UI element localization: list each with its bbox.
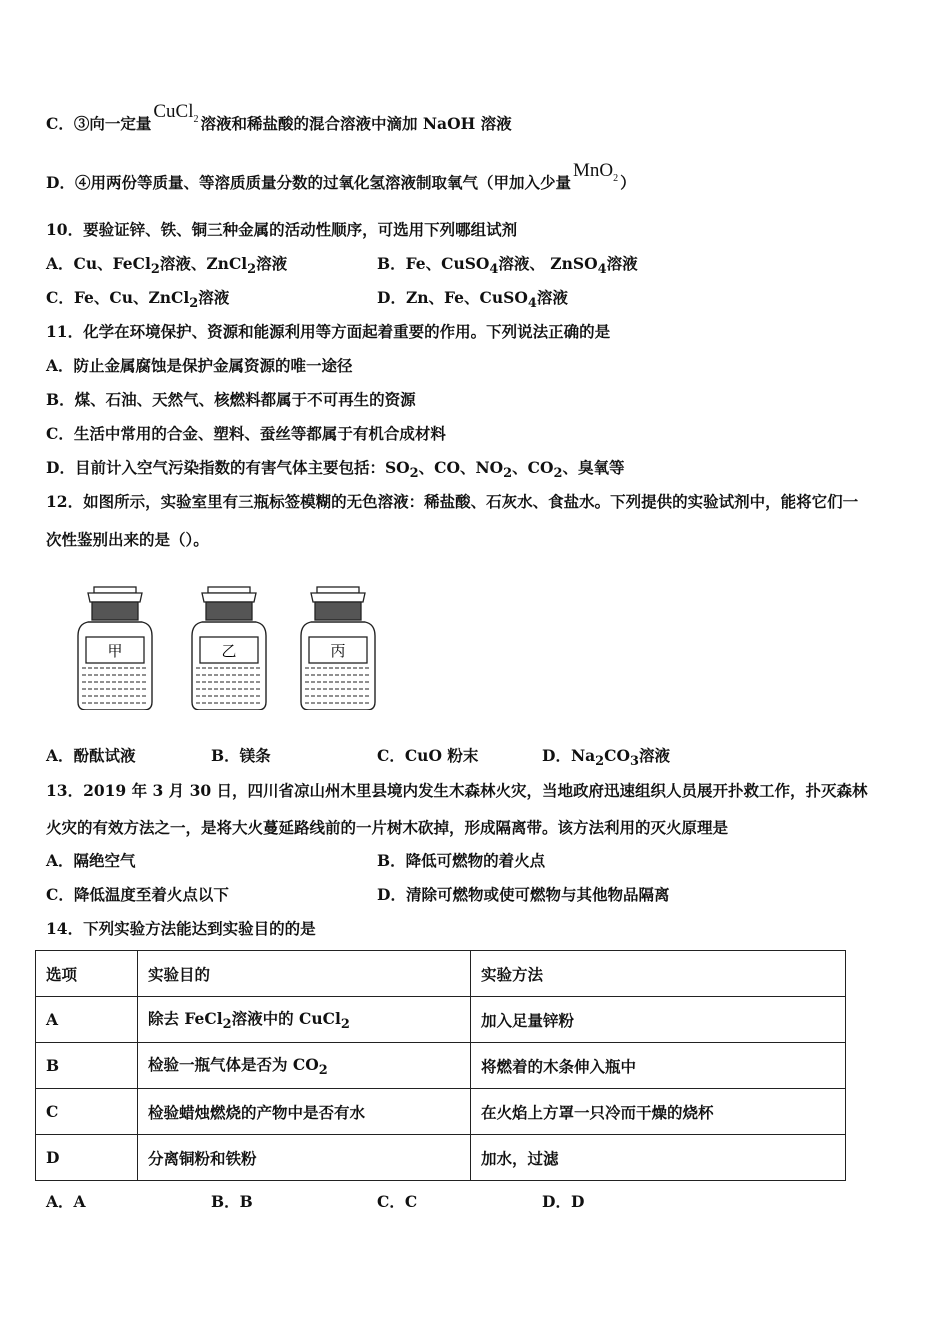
q12-option-a: A．酚酞试液: [46, 746, 136, 765]
q13-option-d: D．清除可燃物或使可燃物与其他物品隔离: [377, 885, 670, 904]
bottle-bing: [301, 587, 375, 710]
q9-option-c: [46, 101, 512, 142]
q13-option-b: B．降低可燃物的着火点: [377, 851, 546, 870]
bottle-jia: [78, 587, 152, 710]
row-option: C: [36, 1089, 138, 1135]
q9-option-d-after: ）: [620, 173, 636, 192]
q9-option-c-after: 溶液和稀盐酸的混合溶液中滴加 NaOH 溶液: [200, 114, 512, 133]
q12-option-b: B．镁条: [211, 746, 271, 765]
q10-option-d: D．Zn、Fe、CuSO$_4$溶液: [377, 288, 568, 312]
q11-option-c: C．生活中常用的合金、塑料、蚕丝等都属于有机合成材料: [46, 424, 446, 443]
q13-option-a: A．隔绝空气: [46, 851, 136, 870]
header-goal: 实验目的: [138, 951, 471, 997]
q14-option-c: C．C: [377, 1192, 418, 1211]
q12-option-c: C．CuO 粉末: [377, 746, 479, 765]
row-goal: 分离铜粉和铁粉: [138, 1135, 471, 1181]
row-method: 加水，过滤: [471, 1135, 846, 1181]
q14-stem: 14．下列实验方法能达到实验目的的是: [46, 919, 316, 938]
q13-option-c: C．降低温度至着火点以下: [46, 885, 229, 904]
bottle-label-yi: 乙: [221, 642, 237, 660]
q14-option-b: B．B: [211, 1192, 253, 1211]
row-goal: 除去 FeCl$_2$溶液中的 CuCl$_2$: [138, 997, 471, 1043]
row-option: A: [36, 997, 138, 1043]
q9-option-d-formula: MnO$_2$: [572, 160, 619, 184]
q13-stem-line1: 13．2019 年 3 月 30 日，四川省凉山州木里县境内发生木森林火灾，当地政府迅速组织人员展开扑救工作，扑灭森林: [46, 781, 868, 800]
q12-stem-line2: 次性鉴别出来的是（）。: [46, 530, 209, 549]
row-method: 加入足量锌粉: [471, 997, 846, 1043]
q11-option-d: D．目前计入空气污染指数的有害气体主要包括：$SO_2$、CO、$NO_2$、$CO_2$、臭氧等: [46, 458, 625, 482]
q14-option-a: A．A: [46, 1192, 86, 1211]
q11-option-a: A．防止金属腐蚀是保护金属资源的唯一途径: [46, 356, 353, 375]
row-option: B: [36, 1043, 138, 1089]
header-option: 选项: [36, 951, 138, 997]
bottle-label-bing: 丙: [330, 642, 346, 660]
q9-option-c-before: C．③向一定量: [46, 114, 152, 133]
q13-stem-line2: 火灾的有效方法之一，是将大火蔓延路线前的一片树木砍掉，形成隔离带。该方法利用的灭火原理是: [46, 818, 729, 837]
q11-stem: 11．化学在环境保护、资源和能源利用等方面起着重要的作用。下列说法正确的是: [46, 322, 611, 341]
header-method: 实验方法: [471, 951, 846, 997]
q14-table: [35, 950, 846, 1181]
q9-option-c-formula: CuCl$_2$: [153, 101, 199, 125]
q12-stem-line1: 12．如图所示，实验室里有三瓶标签模糊的无色溶液：稀盐酸、石灰水、食盐水。下列提供的实验试剂中，能将它们一: [46, 492, 859, 511]
row-method: 在火焰上方罩一只冷而干燥的烧杯: [471, 1089, 846, 1135]
q11-option-b: B．煤、石油、天然气、核燃料都属于不可再生的资源: [46, 390, 416, 409]
table-header-row: [36, 951, 846, 997]
q12-option-d: D．$Na_2CO_3$溶液: [542, 746, 670, 770]
table-row: [36, 1135, 846, 1181]
q14-option-d: D．D: [542, 1192, 585, 1211]
row-method: 将燃着的木条伸入瓶中: [471, 1043, 846, 1089]
q10-stem: 10．要验证锌、铁、铜三种金属的活动性顺序，可选用下列哪组试剂: [46, 220, 518, 239]
q9-option-d: [46, 160, 636, 201]
table-row: [36, 1089, 846, 1135]
table-row: [36, 997, 846, 1043]
bottle-label-jia: 甲: [107, 642, 123, 660]
row-goal: 检验一瓶气体是否为 $CO_2$: [138, 1043, 471, 1089]
reagent-bottles-figure: [70, 575, 390, 710]
bottle-yi: [192, 587, 266, 710]
row-goal: 检验蜡烛燃烧的产物中是否有水: [138, 1089, 471, 1135]
table-row: [36, 1043, 846, 1089]
q10-option-b: B．Fe、CuSO$_4$溶液、 ZnSO$_4$溶液: [377, 254, 638, 278]
q10-option-a: A．Cu、FeCl$_2$溶液、ZnCl$_2$溶液: [46, 254, 288, 278]
row-option: D: [36, 1135, 138, 1181]
q10-option-c: C．Fe、Cu、ZnCl$_2$溶液: [46, 288, 230, 312]
q9-option-d-before: D．④用两份等质量、等溶质质量分数的过氧化氢溶液制取氧气（甲加入少量: [46, 173, 571, 192]
